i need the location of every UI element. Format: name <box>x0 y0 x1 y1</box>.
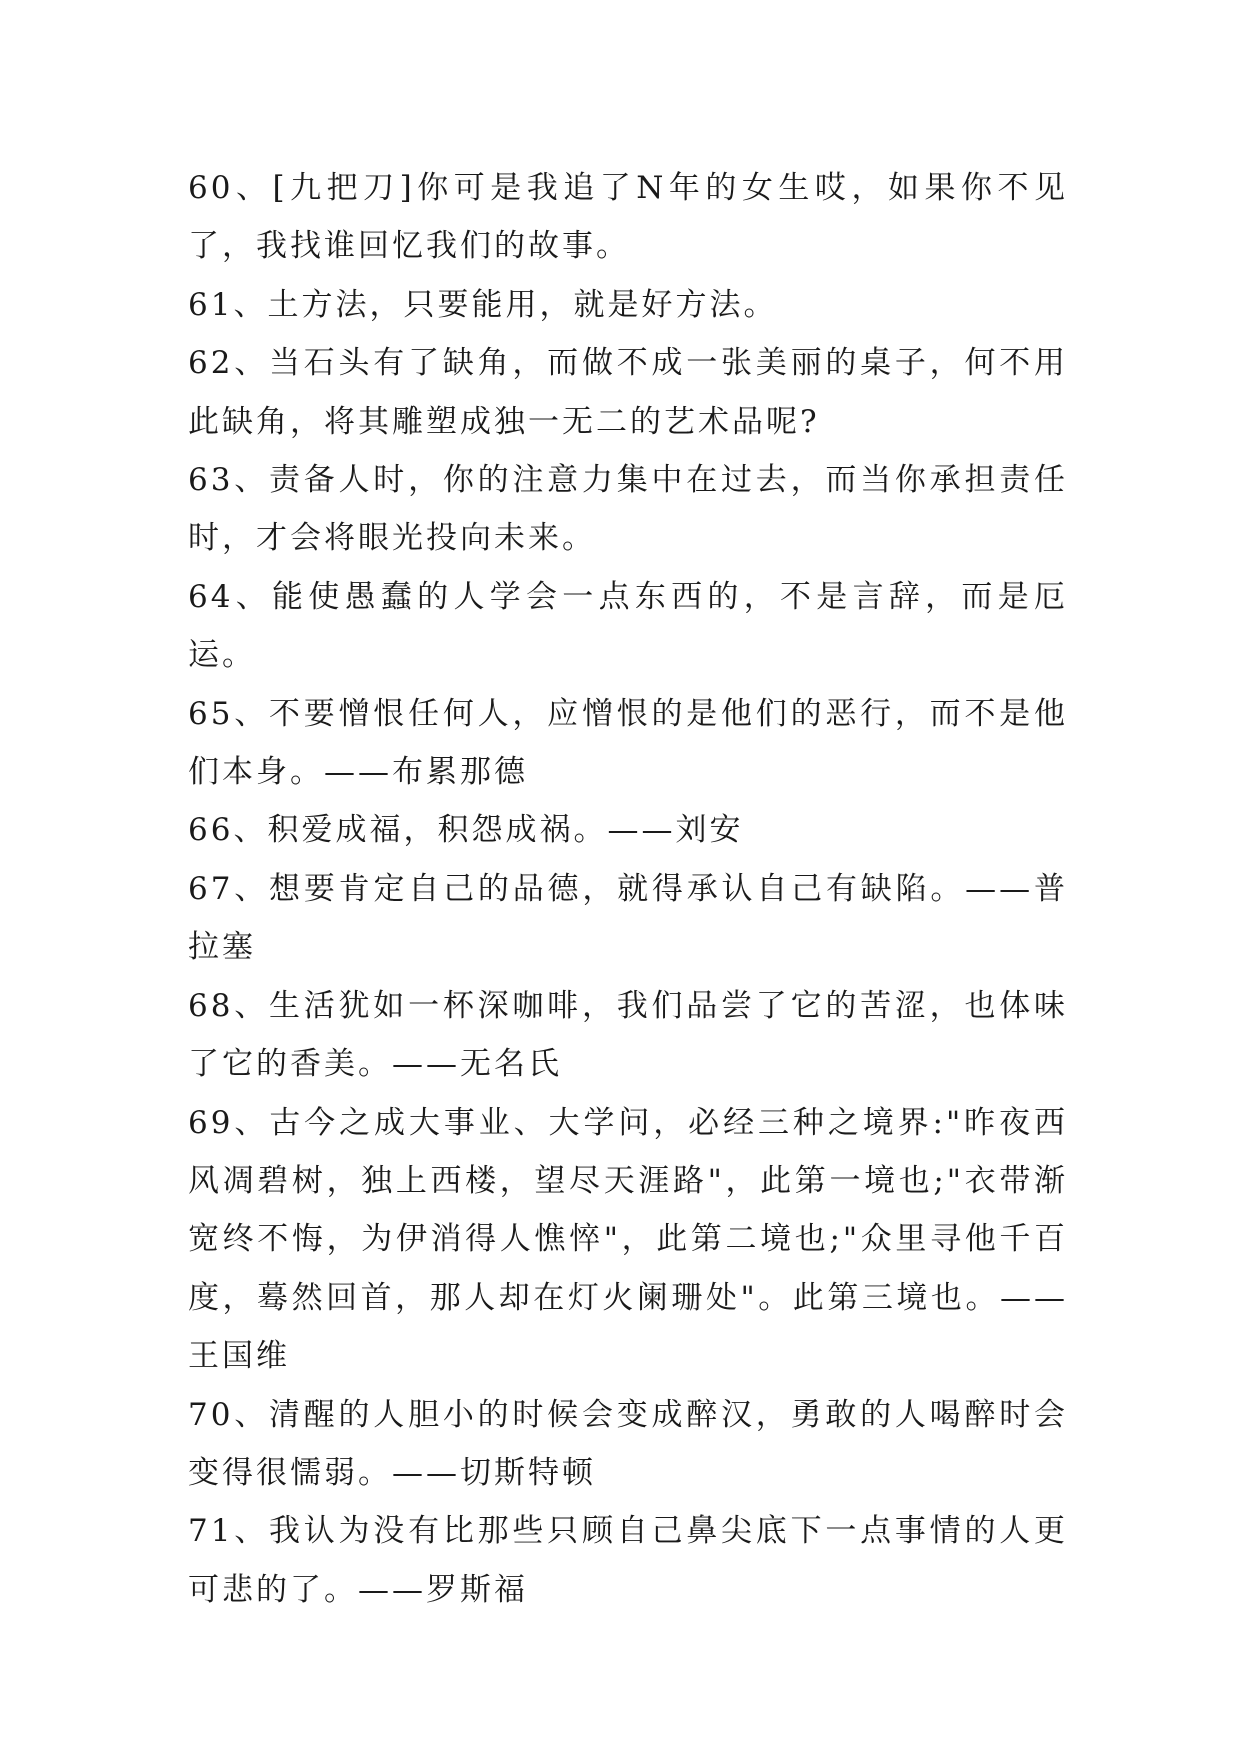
quote-71: 71、我认为没有比那些只顾自己鼻尖底下一点事情的人更可悲的了。——罗斯福 <box>188 1513 1068 1608</box>
quote-64: 64、能使愚蠢的人学会一点东西的，不是言辞，而是厄运。 <box>188 578 1068 674</box>
quote-60: 60、[九把刀]你可是我追了N年的女生哎，如果你不见了，我找谁回忆我们的故事。 <box>188 170 1068 265</box>
quote-62: 62、当石头有了缺角，而做不成一张美丽的桌子，何不用此缺角，将其雕塑成独一无二的艺术品呢? <box>188 345 1068 440</box>
quote-67: 67、想要肯定自己的品德，就得承认自己有缺陷。——普拉塞 <box>188 870 1068 966</box>
quote-68: 68、生活犹如一杯深咖啡，我们品尝了它的苦涩，也体味了它的香美。——无名氏 <box>188 987 1068 1083</box>
quote-70: 70、清醒的人胆小的时候会变成醉汉，勇敢的人喝醉时会变得很懦弱。——切斯特顿 <box>188 1396 1068 1491</box>
quote-list <box>188 159 1068 1619</box>
quote-66: 66、积爱成福，积怨成祸。——刘安 <box>188 812 744 849</box>
quote-61: 61、土方法，只要能用，就是好方法。 <box>188 286 778 323</box>
quote-65: 65、不要憎恨任何人，应憎恨的是他们的恶行，而不是他们本身。——布累那德 <box>188 695 1068 791</box>
quote-69: 69、古今之成大事业、大学问，必经三种之境界:"昨夜西风凋碧树，独上西楼，望尽天涯路"，此第一境也;"衣带渐宽终不悔，为伊消得人憔悴"，此第二境也;"众里寻他千百度，蓦然回首，那人却在灯火阑珊处"。此第三境也。——王国维 <box>188 1104 1068 1375</box>
quote-63: 63、责备人时，你的注意力集中在过去，而当你承担责任时，才会将眼光投向未来。 <box>188 462 1068 557</box>
